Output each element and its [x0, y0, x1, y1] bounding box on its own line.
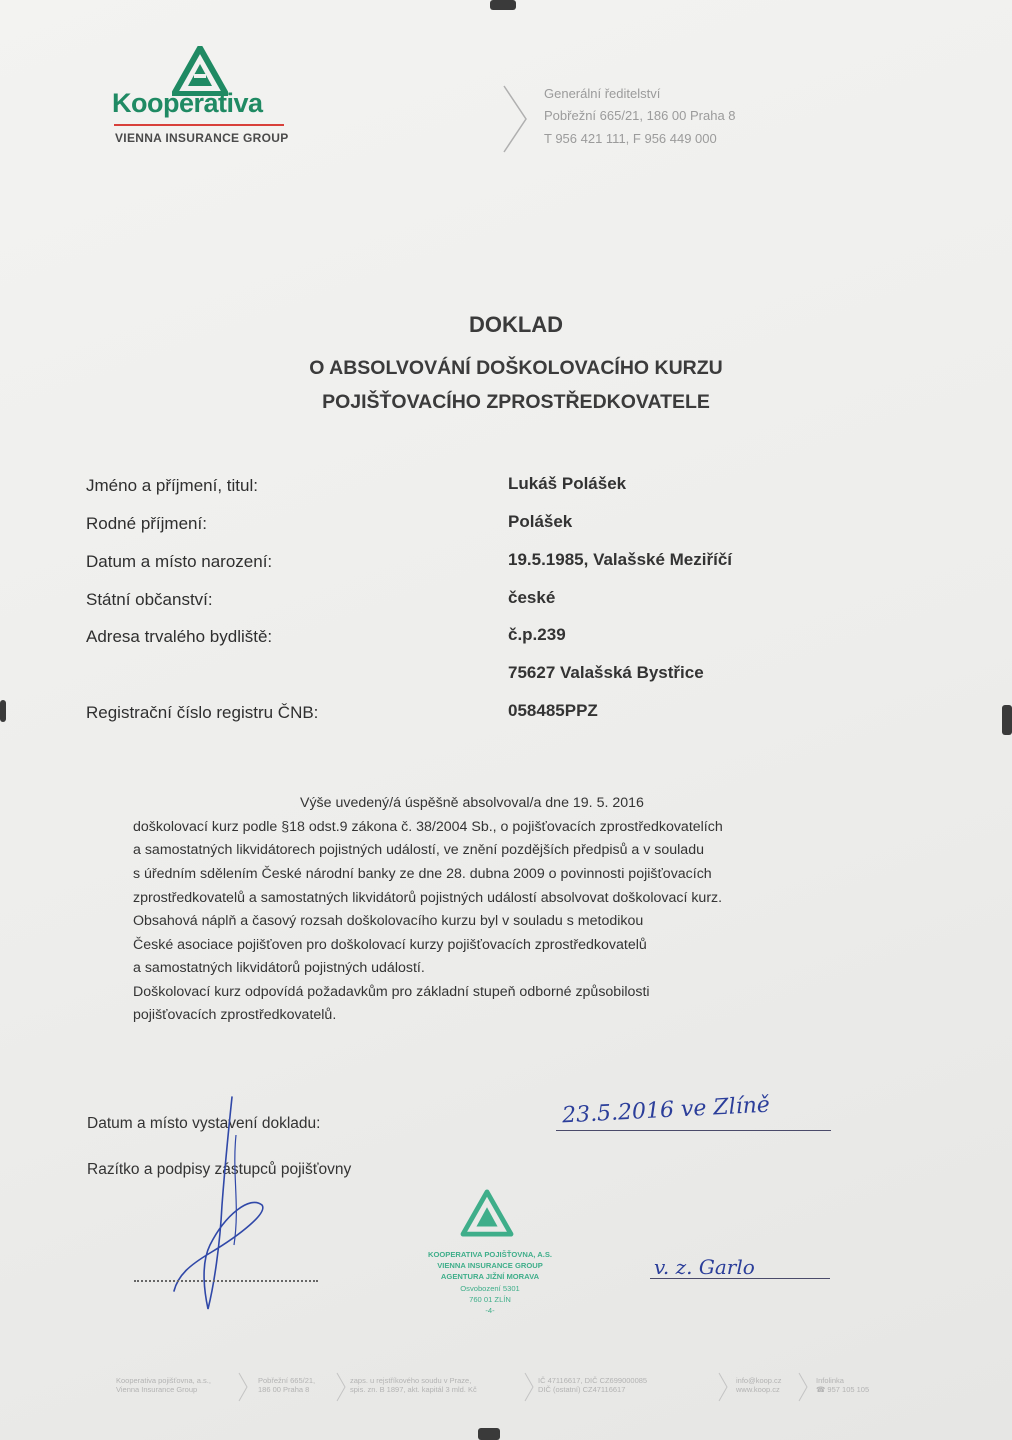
issue-date-underline	[556, 1130, 831, 1131]
chevron-right-icon	[336, 1372, 346, 1402]
document-subtitle: POJIŠŤOVACÍHO ZPROSTŘEDKOVATELE	[322, 391, 710, 413]
header-address-line: Generální ředitelství	[544, 86, 661, 101]
stamp-signature-label: Razítko a podpisy zástupců pojišťovny	[87, 1161, 352, 1178]
brand-subtitle: VIENNA INSURANCE GROUP	[115, 131, 289, 145]
body-line: a samostatných likvidátorech pojistných událostí, ve znění pozdějších předpisů a v souladu	[133, 842, 704, 858]
body-line: Výše uvedený/á úspěšně absolvoval/a dne 19. 5. 2016	[300, 795, 644, 811]
field-label-name: Jméno a příjmení, titul:	[86, 476, 258, 495]
footer-contact: info@koop.cz www.koop.cz	[736, 1376, 782, 1394]
body-line: pojišťovacích zprostředkovatelů.	[133, 1007, 337, 1023]
stamp-text: 760 01 ZLÍN	[469, 1295, 511, 1304]
body-line: doškolovací kurz podle §18 odst.9 zákona č. 38/2004 Sb., o pojišťovacích zprostředkovatelích	[133, 819, 723, 835]
body-line: Doškolovací kurz odpovídá požadavkům pro základní stupeň odborné způsobilosti	[133, 984, 650, 1000]
binder-clip-top	[490, 0, 516, 10]
field-label-registration: Registrační číslo registru ČNB:	[86, 703, 319, 722]
footer-address: Pobřežní 665/21, 186 00 Praha 8	[258, 1376, 316, 1394]
brand-underline	[114, 124, 284, 126]
signature-left-icon	[170, 1095, 280, 1315]
body-line: s úředním sdělením České národní banky ze dne 28. dubna 2009 o povinnosti pojišťovacích	[133, 866, 712, 882]
body-line: zprostředkovatelů a samostatných likvidátorů pojistných událostí absolvovat doškolovací kurz.	[133, 890, 723, 906]
field-value-birth: 19.5.1985, Valašské Meziříčí	[508, 550, 733, 569]
header-address-line: Pobřežní 665/21, 186 00 Praha 8	[544, 108, 736, 123]
chevron-right-icon	[718, 1372, 728, 1402]
field-value-birth-surname: Polášek	[508, 512, 573, 531]
binder-clip-left	[0, 700, 6, 722]
brand-name: Kooperativa	[112, 88, 263, 118]
footer-company: Kooperativa pojišťovna, a.s., Vienna Insurance Group	[116, 1376, 211, 1394]
binder-clip-right	[1002, 705, 1012, 735]
field-value-citizenship: české	[508, 588, 556, 607]
body-line: Obsahová náplň a časový rozsah doškolovacího kurzu byl v souladu s metodikou	[133, 913, 644, 929]
stamp-text: Osvobození 5301	[460, 1284, 520, 1293]
issue-date-handwritten: 23.5.2016 ve Zlíně	[561, 1092, 771, 1129]
stamp-text: VIENNA INSURANCE GROUP	[437, 1261, 543, 1270]
field-label-birth: Datum a místo narození:	[86, 552, 273, 571]
field-value-address: č.p.239	[508, 625, 566, 644]
signature-line-right	[650, 1278, 830, 1279]
signature-line-left	[134, 1280, 318, 1282]
stamp-text: AGENTURA JIŽNÍ MORAVA	[440, 1272, 540, 1281]
header-phone-line: T 956 421 111, F 956 449 000	[544, 131, 717, 146]
stamp-text: KOOPERATIVA POJIŠŤOVNA, A.S.	[427, 1250, 553, 1259]
field-value-registration: 058485PPZ	[508, 701, 598, 720]
stamp-text: -4-	[485, 1306, 495, 1315]
field-value-name: Lukáš Polášek	[508, 474, 627, 493]
footer-tax-ids: IČ 47116617, DIČ CZ699000085 DIČ (ostatní) CZ47116617	[538, 1376, 648, 1394]
chevron-right-icon	[502, 84, 528, 154]
body-line: České asociace pojišťoven pro doškolovací kurzy pojišťovacích zprostředkovatelů	[133, 937, 647, 953]
document-title: DOKLAD	[468, 312, 564, 337]
signature-right-text: v. z. Garlo	[654, 1255, 755, 1279]
binder-clip-bottom	[478, 1428, 500, 1440]
footer-hotline: Infolinka ☎ 957 105 105	[816, 1376, 870, 1394]
chevron-right-icon	[524, 1372, 534, 1402]
stamp-logo-icon	[459, 1189, 515, 1237]
document-subtitle: O ABSOLVOVÁNÍ DOŠKOLOVACÍHO KURZU	[309, 357, 723, 379]
field-label-address: Adresa trvalého bydliště:	[86, 627, 273, 646]
issue-date-label: Datum a místo vystavení dokladu:	[87, 1115, 321, 1132]
chevron-right-icon	[238, 1372, 248, 1402]
field-label-birth-surname: Rodné příjmení:	[86, 514, 207, 533]
body-line: a samostatných likvidátorů pojistných událostí.	[133, 960, 425, 976]
chevron-right-icon	[798, 1372, 808, 1402]
field-label-citizenship: Státní občanství:	[86, 590, 213, 609]
field-value-address-city: 75627 Valašská Bystřice	[508, 663, 704, 682]
footer-registry: zaps. u rejstříkového soudu v Praze, spis. zn. B 1897, akt. kapitál 3 mld. Kč	[350, 1376, 477, 1394]
